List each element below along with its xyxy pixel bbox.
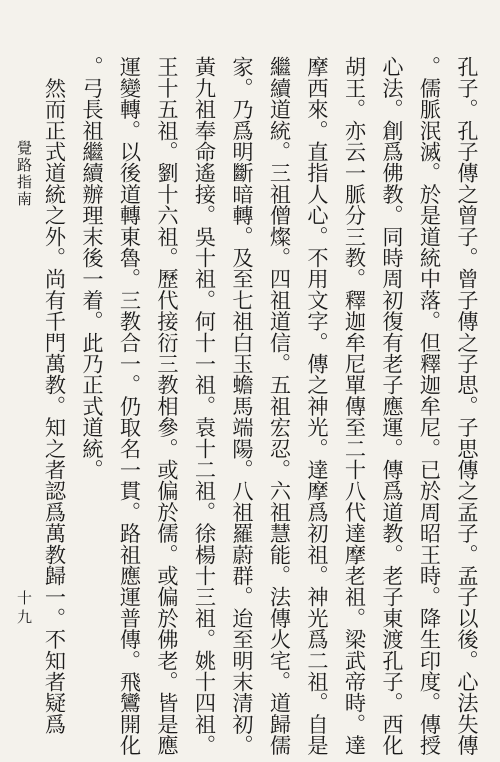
page-number: 十九 — [15, 590, 33, 628]
text-column: 胡王。亦云一脈分三教。釋迦牟尼單傳至二十八代達摩老祖。梁武帝時。達 — [342, 56, 368, 756]
text-column: 摩西來。直指人心。不用文字。傳之神光。達摩爲初祖。神光爲二祖。自是 — [305, 56, 330, 756]
body-text — [36, 56, 486, 758]
text-column: 。弓長祖繼續辦理末後一着。此乃正式道統。 — [80, 56, 105, 480]
text-column: 運變轉。以後道轉東魯。三教合一。仍取名一貫。路祖應運普傳。飛鸞開化 — [117, 56, 143, 756]
text-column: 心法。創爲佛教。同時周初復有老子應運。傳爲道教。老子東渡孔子。西化 — [380, 56, 405, 756]
text-column: 。儒脈泯滅。於是道統中落。但釋迦牟尼。已於周昭王時。降生印度。傳授 — [417, 56, 443, 756]
text-column: 黃九祖奉命遙接。吳十祖。何十一祖。袁十二祖。徐楊十三祖。姚十四祖。 — [192, 56, 218, 756]
text-column: 繼續道統。三祖僧燦。四祖道信。五祖宏忍。六祖慧能。法傳火宅。道歸儒 — [267, 56, 293, 756]
text-column: 然而正式道統之外。尚有千門萬教。知之者認爲萬教歸一。不知者疑爲 — [42, 56, 68, 735]
text-column: 家。乃爲明斷暗轉。及至七祖白玉蟾馬端陽。八祖羅蔚群。迨至明末清初。 — [230, 56, 255, 756]
text-column: 王十五祖。劉十六祖。歷代接衍三教相參。或偏於儒。或偏於佛老。皆是應 — [155, 56, 180, 756]
text-column: 孔子。孔子傳之曾子。曾子傳之子思。子思傳之孟子。孟子以後。心法失傳 — [455, 56, 480, 756]
running-title: 覺路指南 — [15, 140, 33, 208]
